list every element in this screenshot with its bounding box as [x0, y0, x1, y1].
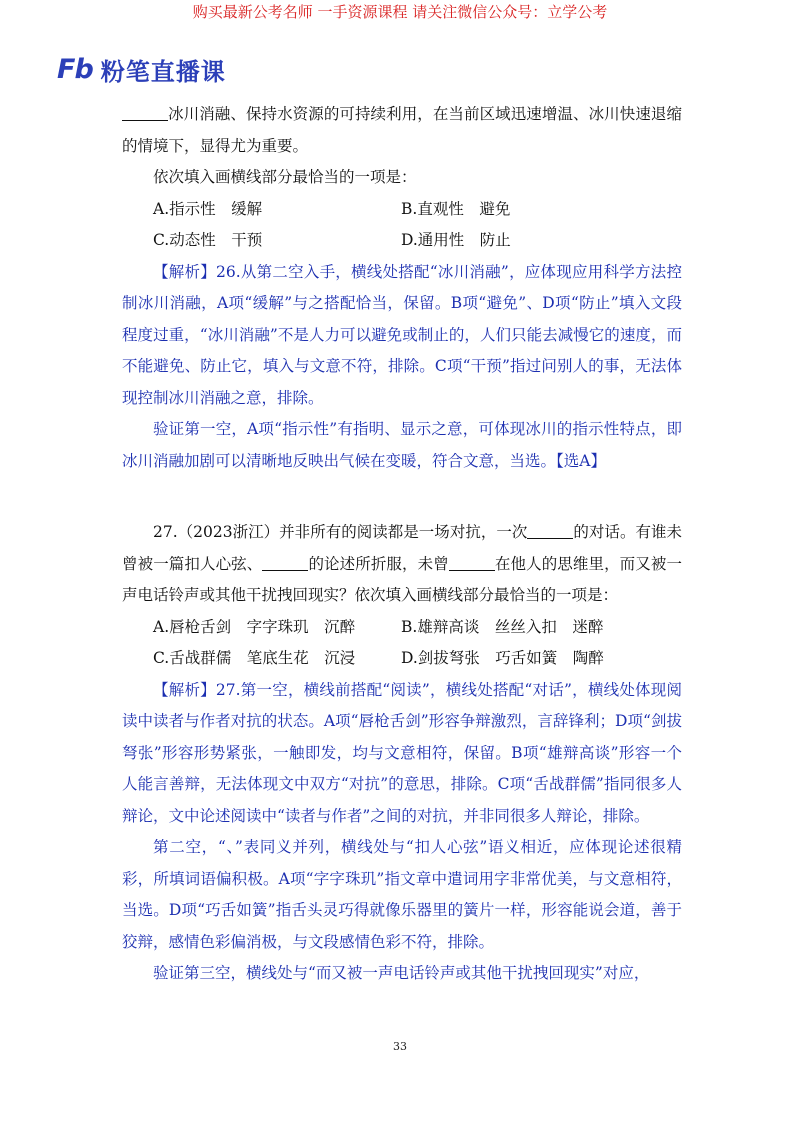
q27-option-d: D.剑拔弩张 巧舌如簧 陶醉 [401, 649, 604, 667]
promo-banner: 购买最新公考名师 一手资源课程 请关注微信公众号：立学公考 [192, 3, 608, 21]
q26-option-d: D.通用性 防止 [401, 231, 511, 249]
page-number: 33 [393, 1040, 407, 1053]
q26-stem-tail: 冰川消融、保持水资源的可持续利用，在当前区域迅速增温、冰川快速退缩的情境下，显得尤为重要。 [122, 105, 682, 155]
q27-option-c: C.舌战群儒 笔底生花 沉浸 [153, 649, 356, 667]
q26-options-row-2 [122, 225, 682, 257]
q26-option-b: B.直观性 避免 [401, 199, 511, 218]
q27-analysis-2: 第二空，“、”表同义并列，横线处与“扣人心弦”语义相近，应体现论述很精彩，所填词语偏积极。A项“字字珠玑”指文章中遣词用字非常优美，与文意相符，当选。D项“巧舌如簧”指舌头灵巧得就像乐器里的簧片一样，形容能说会道，善于狡辩，感情色彩偏消极，与文段感情色彩不符，排除。 [122, 838, 682, 951]
q26-option-c: C.动态性 干预 [153, 231, 263, 249]
q27-option-b: B.雄辩高谈 丝丝入扣 迷醉 [401, 617, 604, 636]
brand-mark-icon: Fb [57, 53, 93, 85]
q26-analysis-1: 【解析】26.从第二空入手，横线处搭配“冰川消融”，应体现应用科学方法控制冰川消融，A项“缓解”与之搭配恰当，保留。B项“避免”、D项“防止”填入文段程度过重，“冰川消融”不是人力可以避免或制止的，人们只能去减慢它的速度，而不能避免、防止它，填入与文意不符，排除。C项“干预”指过问别人的事，无法体现控制冰川消融之意，排除。 [122, 262, 682, 407]
fill-blank [262, 554, 308, 571]
brand-logo [57, 52, 226, 86]
page-content [122, 99, 682, 990]
q26-analysis-2: 验证第一空，A项“指示性”有指明、显示之意，可体现冰川的指示性特点，即冰川消融加剧可以清晰地反映出气候在变暖，符合文意，当选。【选A】 [122, 420, 682, 470]
q26-options-row-1 [122, 194, 682, 226]
q26-option-a: A.指示性 缓解 [153, 199, 263, 218]
fill-blank [449, 554, 495, 571]
fill-blank [122, 105, 168, 122]
q27-analysis-1: 【解析】27.第一空，横线前搭配“阅读”，横线处搭配“对话”，横线处体现阅读中读者与作者对抗的状态。A项“唇枪舌剑”形容争辩激烈，言辞锋利；D项“剑拔弩张”形容形势紧张，一触即发，均与文意相符，保留。B项“雄辩高谈”形容一个人能言善辩，无法体现文中双方“对抗”的意思，排除。C项“舌战群儒”指同很多人辩论，文中论述阅读中“读者与作者”之间的对抗，并非同很多人辩论，排除。 [122, 680, 682, 825]
q27-stem: 27.（2023浙江）并非所有的阅读都是一场对抗，一次 的对话。有谁未曾被一篇扣人心弦、 的论述所折服，未曾 在他人的思维里，而又被一声电话铃声或其他干扰拽回现实？依次填入画横线部分最恰当的一项是： [122, 523, 682, 604]
section-gap [122, 477, 682, 517]
fill-blank [527, 523, 573, 540]
q27-analysis-3: 验证第三空，横线处与“而又被一声电话铃声或其他干扰拽回现实”对应， [153, 964, 650, 982]
q27-options-row-1 [122, 612, 682, 644]
q27-options-row-2 [122, 643, 682, 675]
q27-option-a: A.唇枪舌剑 字字珠玑 沉醉 [153, 617, 356, 636]
q26-prompt: 依次填入画横线部分最恰当的一项是： [153, 168, 417, 186]
brand-name: 粉笔直播课 [100, 57, 226, 86]
